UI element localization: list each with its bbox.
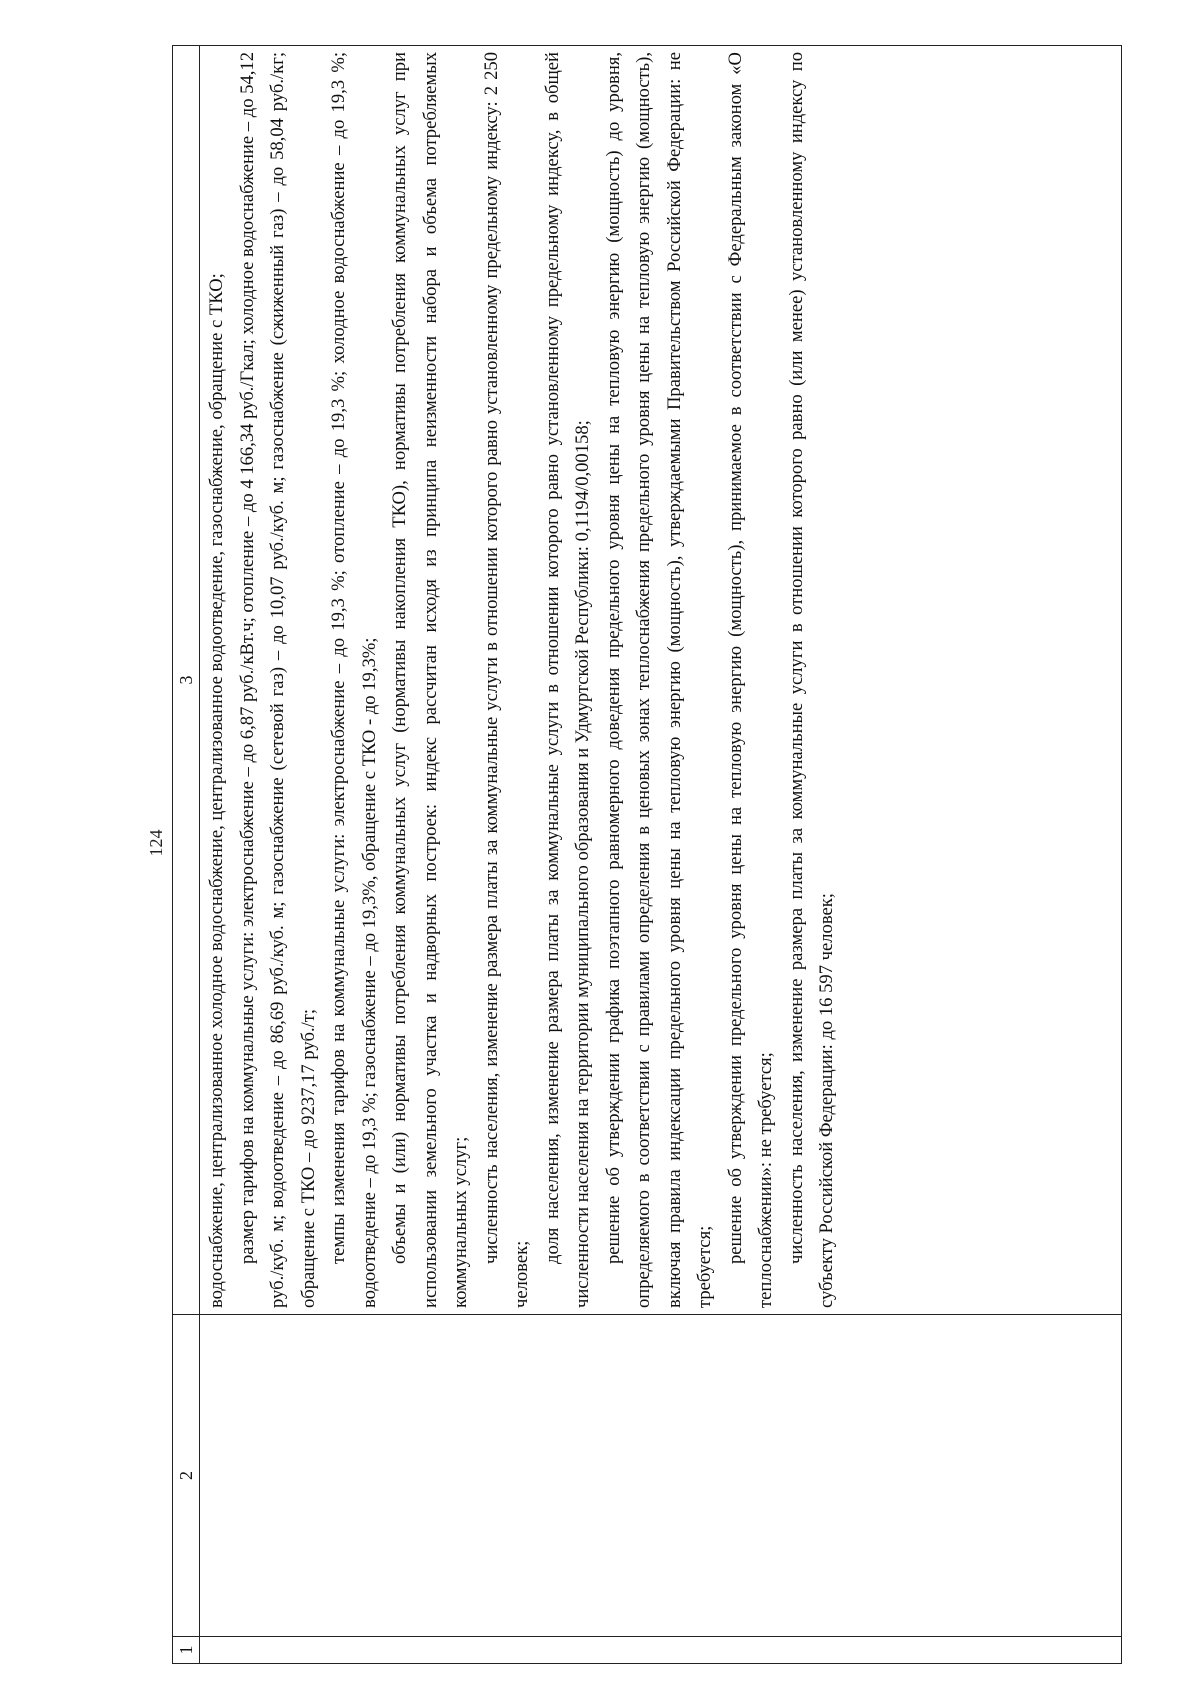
header-col-1: 1 — [173, 1637, 200, 1664]
paragraph-1: размер тарифов на коммунальные услуги: электроснабжение – до 6,87 руб./кВт.ч; отопление – до 4 166,34 руб./Гкал; холодное водоснабжение – до 54,12 руб./куб. м; водоотведение – до 86,69 руб./куб. м; газоснабжение (сетевой газ) – до 10,07 руб./куб. м; газоснабжение (сжиженный газ) – до 58,04 руб./кг; обращение с ТКО – до 9237,17 руб./т; — [236, 52, 319, 1308]
rotated-page-content — [172, 46, 1122, 1664]
body-text — [200, 46, 845, 1314]
paragraph-4: численность населения, изменение размера платы за коммунальные услуги в отношении которого равно установленному предельному индексу: 2 250 человек; — [480, 52, 532, 1308]
paragraph-0: водоснабжение, централизованное холодное водоснабжение, централизованное водоотведение, газоснабжение, обращение с ТКО; — [206, 273, 227, 1308]
cell-col-1 — [200, 1637, 1122, 1664]
paragraph-5: доля населения, изменение размера платы за коммунальные услуги в отношении которого равно установленному предельному индексу, в общей численности населения на территории муниципального образования и Удмуртской Республики: 0,1194/0,00158; — [541, 52, 593, 1308]
cell-col-2 — [200, 1315, 1122, 1637]
header-col-3: 3 — [173, 46, 200, 1315]
paragraph-2: темпы изменения тарифов на коммунальные услуги: электроснабжение – до 19,3 %; отопление – до 19,3 %; холодное водоснабжение – до 19,3 %; водоотведение – до 19,3 %; газоснабжение – до 19,3%, обращение с ТКО - до 19,3%; — [328, 52, 380, 1308]
document-table — [172, 45, 1122, 1664]
paragraph-6: решение об утверждении графика поэтапного равномерного доведения предельного уровня цены на тепловую энергию (мощность) до уровня, определяемого в соответствии с правилами определения в ценовых зонах теплоснабжения предельного уровня цены на тепловую энергию (мощность), включая правила индексации предельного уровня цены на тепловую энергию (мощность), утверждаемыми Правительством Российской Федерации: не требуется; — [602, 52, 715, 1308]
table-header-row — [173, 46, 200, 1664]
paragraph-3: объемы и (или) нормативы потребления коммунальных услуг (нормативы накопления ТКО), нормативы потребления коммунальных услуг при использовании земельного участка и надворных построек: индекс рассчитан исходя из принципа неизменности набора и объема потребляемых коммунальных услуг; — [389, 52, 471, 1308]
header-col-2: 2 — [173, 1315, 200, 1637]
table-body-row — [200, 46, 1122, 1664]
paragraph-8: численность населения, изменение размера платы за коммунальные услуги в отношении которого равно (или менее) установленному индексу по субъекту Российской Федерации: до 16 597 человек; — [785, 52, 837, 1308]
cell-col-3 — [200, 46, 1122, 1315]
paragraph-7: решение об утверждении предельного уровня цены на тепловую энергию (мощность), принимаемое в соответствии с Федеральным законом «О теплоснабжении»: не требуется; — [724, 52, 776, 1308]
page-number: 124 — [146, 829, 166, 857]
